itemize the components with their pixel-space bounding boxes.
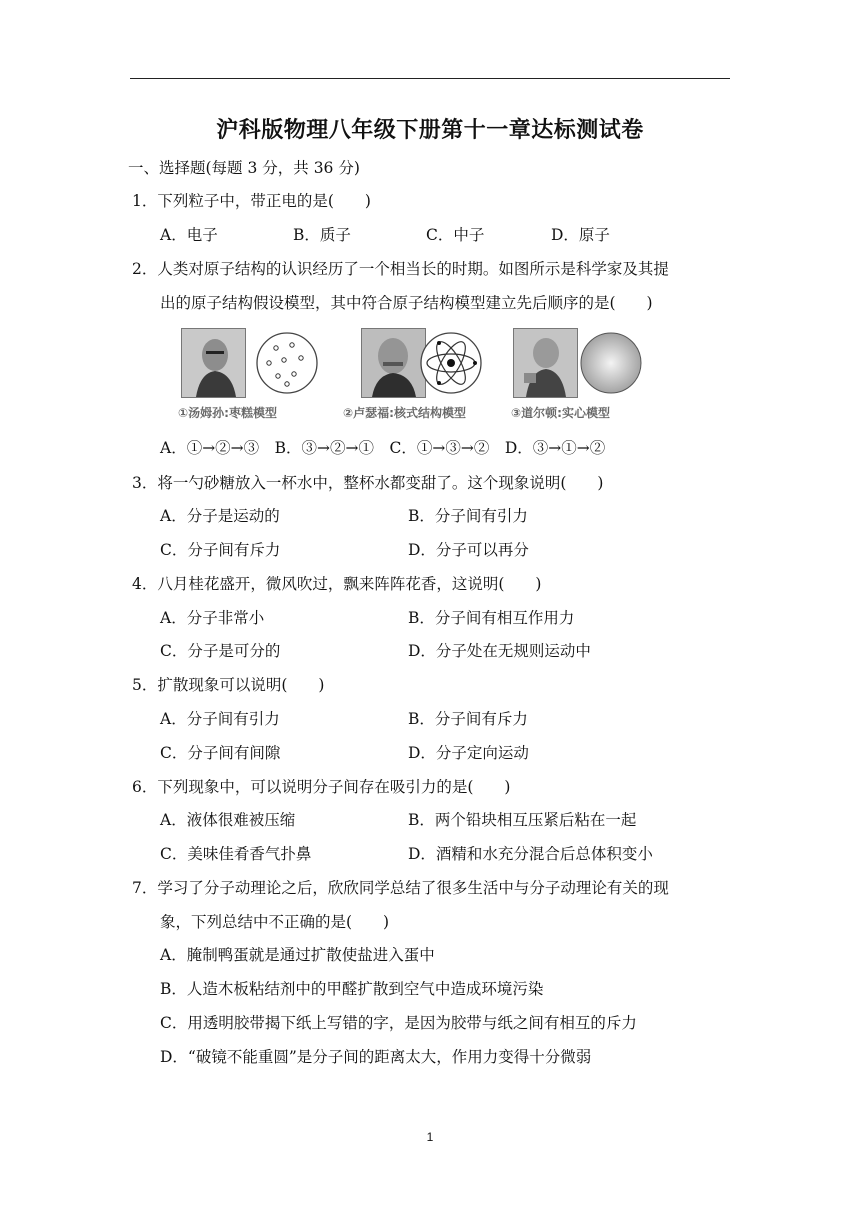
question-7-option-b: B．人造木板粘结剂中的甲醛扩散到空气中造成环境污染: [160, 980, 544, 998]
section-heading: 一、选择题(每题 3 分，共 36 分): [128, 159, 360, 177]
question-3-option-c: C．分子间有斥力: [160, 541, 281, 559]
question-4-stem: 4．八月桂花盛开，微风吹过，飘来阵阵花香，这说明( ): [132, 575, 542, 593]
plum-pudding-model-icon: [254, 330, 320, 396]
question-1-option-a: A．电子: [160, 226, 218, 244]
question-7-stem-line2: 象，下列总结中不正确的是( ): [160, 913, 390, 931]
question-2-options: A．①→②→③ B．③→②→① C．①→③→② D．③→①→②: [160, 439, 606, 457]
rutherford-portrait: [361, 328, 426, 398]
question-7-option-a: A．腌制鸭蛋就是通过扩散使盐进入蛋中: [160, 946, 435, 964]
question-4-option-c: C．分子是可分的: [160, 642, 281, 660]
figure-caption-3: ③道尔顿:实心模型: [511, 406, 610, 420]
page-number: 1: [426, 1130, 434, 1144]
question-5-option-d: D．分子定向运动: [408, 744, 529, 762]
question-6-option-a: A．液体很难被压缩: [160, 811, 296, 829]
question-5-stem: 5．扩散现象可以说明( ): [132, 676, 325, 694]
figure-caption-1: ①汤姆孙:枣糕模型: [178, 406, 277, 420]
question-3-option-b: B．分子间有引力: [408, 507, 528, 525]
atomic-models-figure: [178, 328, 648, 426]
thomson-portrait: [181, 328, 246, 398]
question-6-option-b: B．两个铅块相互压紧后粘在一起: [408, 811, 637, 829]
question-7-option-d: D．“破镜不能重圆”是分子间的距离太大，作用力变得十分微弱: [160, 1048, 592, 1066]
question-5-option-c: C．分子间有间隙: [160, 744, 281, 762]
question-4-option-b: B．分子间有相互作用力: [408, 609, 575, 627]
question-1-stem: 1．下列粒子中，带正电的是( ): [132, 192, 371, 210]
question-3-option-d: D．分子可以再分: [408, 541, 529, 559]
question-6-stem: 6．下列现象中，可以说明分子间存在吸引力的是( ): [132, 778, 511, 796]
figure-caption-2: ②卢瑟福:核式结构模型: [343, 406, 466, 420]
question-7-option-c: C．用透明胶带揭下纸上写错的字，是因为胶带与纸之间有相互的斥力: [160, 1014, 637, 1032]
nuclear-model-icon: [418, 330, 484, 396]
question-2-stem-line1: 2．人类对原子结构的认识经历了一个相当长的时期。如图所示是科学家及其提: [132, 260, 669, 278]
question-3-option-a: A．分子是运动的: [160, 507, 280, 525]
question-6-option-c: C．美味佳肴香气扑鼻: [160, 845, 312, 863]
question-5-option-a: A．分子间有引力: [160, 710, 280, 728]
dalton-portrait: [513, 328, 578, 398]
solid-sphere-model-icon: [578, 330, 644, 396]
question-1-option-d: D．原子: [551, 226, 610, 244]
question-4-option-d: D．分子处在无规则运动中: [408, 642, 591, 660]
question-5-option-b: B．分子间有斥力: [408, 710, 528, 728]
question-6-option-d: D．酒精和水充分混合后总体积变小: [408, 845, 653, 863]
page-title: 沪科版物理八年级下册第十一章达标测试卷: [216, 118, 644, 143]
question-7-stem-line1: 7．学习了分子动理论之后，欣欣同学总结了很多生活中与分子动理论有关的现: [132, 879, 669, 897]
question-4-option-a: A．分子非常小: [160, 609, 265, 627]
question-2-stem-line2: 出的原子结构假设模型，其中符合原子结构模型建立先后顺序的是( ): [160, 294, 653, 312]
question-1-option-b: B．质子: [293, 226, 351, 244]
header-rule: [130, 78, 730, 79]
question-1-option-c: C．中子: [426, 226, 485, 244]
question-3-stem: 3．将一勺砂糖放入一杯水中，整杯水都变甜了。这个现象说明( ): [132, 474, 604, 492]
